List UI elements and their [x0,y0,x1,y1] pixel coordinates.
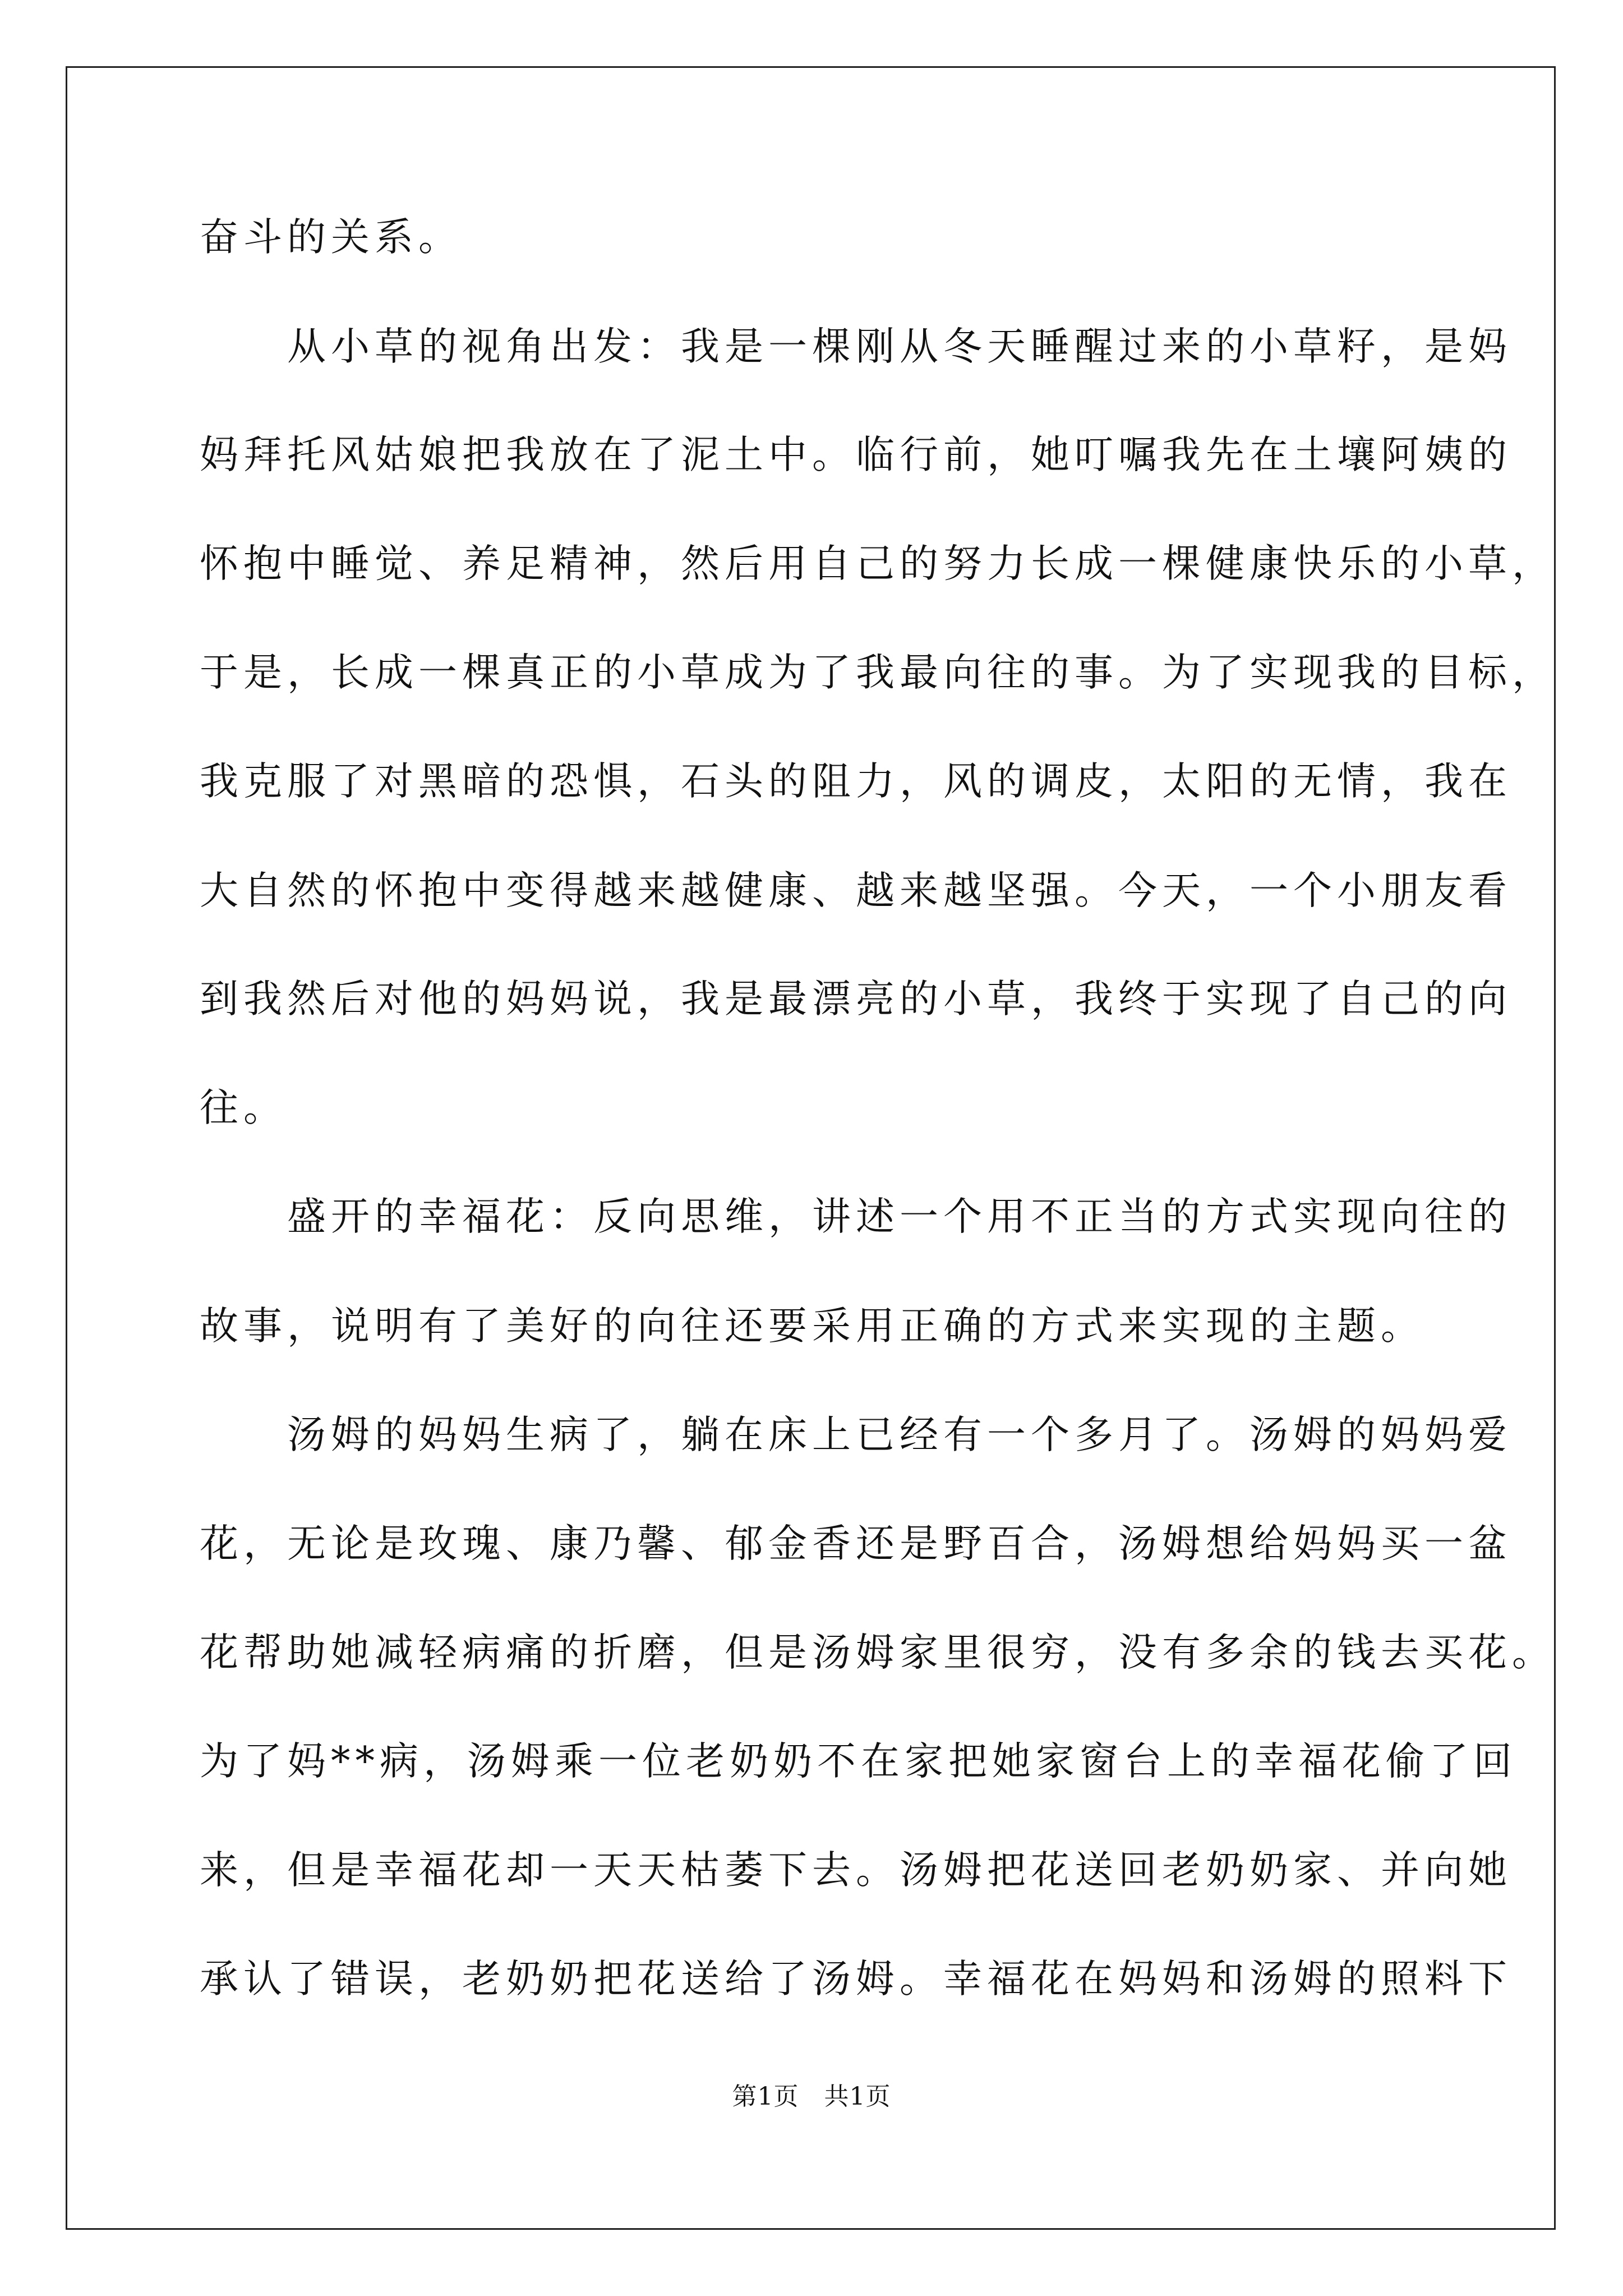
text-line-9: 往。 [200,1085,287,1130]
text-line-3: 妈拜托风姑娘把我放在了泥土中。临行前，她叮嘱我先在土壤阿姨的 [200,432,1512,477]
footer-spacer [799,2082,824,2111]
text-line-15: 为了妈**病，汤姆乘一位老奶奶不在家把她家窗台上的幸福花偷了回 [200,1739,1517,1784]
text-line-10: 盛开的幸福花：反向思维，讲述一个用不正当的方式实现向往的 [200,1194,1512,1239]
text-line-7: 大自然的怀抱中变得越来越健康、越来越坚强。今天，一个小朋友看 [200,868,1512,913]
text-line-6: 我克服了对黑暗的恐惧，石头的阻力，风的调皮，太阳的无情，我在 [200,759,1512,804]
text-line-12: 汤姆的妈妈生病了，躺在床上已经有一个多月了。汤姆的妈妈爱 [200,1412,1512,1457]
text-line-17: 承认了错误，老奶奶把花送给了汤姆。幸福花在妈妈和汤姆的照料下 [200,1957,1512,2001]
page-number: 第1页 [732,2082,799,2111]
text-line-13: 花，无论是玫瑰、康乃馨、郁金香还是野百合，汤姆想给妈妈买一盆 [200,1521,1512,1566]
text-line-4: 怀抱中睡觉、养足精神，然后用自己的努力长成一棵健康快乐的小草， [200,541,1556,586]
text-line-14: 花帮助她减轻病痛的折磨，但是汤姆家里很穷，没有多余的钱去买花。 [200,1630,1556,1675]
page-footer [0,2083,1623,2111]
text-line-1: 奋斗的关系。 [200,215,462,260]
text-line-16: 来，但是幸福花却一天天枯萎下去。汤姆把花送回老奶奶家、并向她 [200,1848,1512,1893]
text-line-2: 从小草的视角出发：我是一棵刚从冬天睡醒过来的小草籽，是妈 [200,324,1512,369]
page-border [66,66,1556,2230]
page-total: 共1页 [824,2082,891,2111]
text-line-11: 故事，说明有了美好的向往还要采用正确的方式来实现的主题。 [200,1304,1424,1349]
text-line-8: 到我然后对他的妈妈说，我是最漂亮的小草，我终于实现了自己的向 [200,977,1512,1022]
text-line-5: 于是，长成一棵真正的小草成为了我最向往的事。为了实现我的目标， [200,650,1556,695]
